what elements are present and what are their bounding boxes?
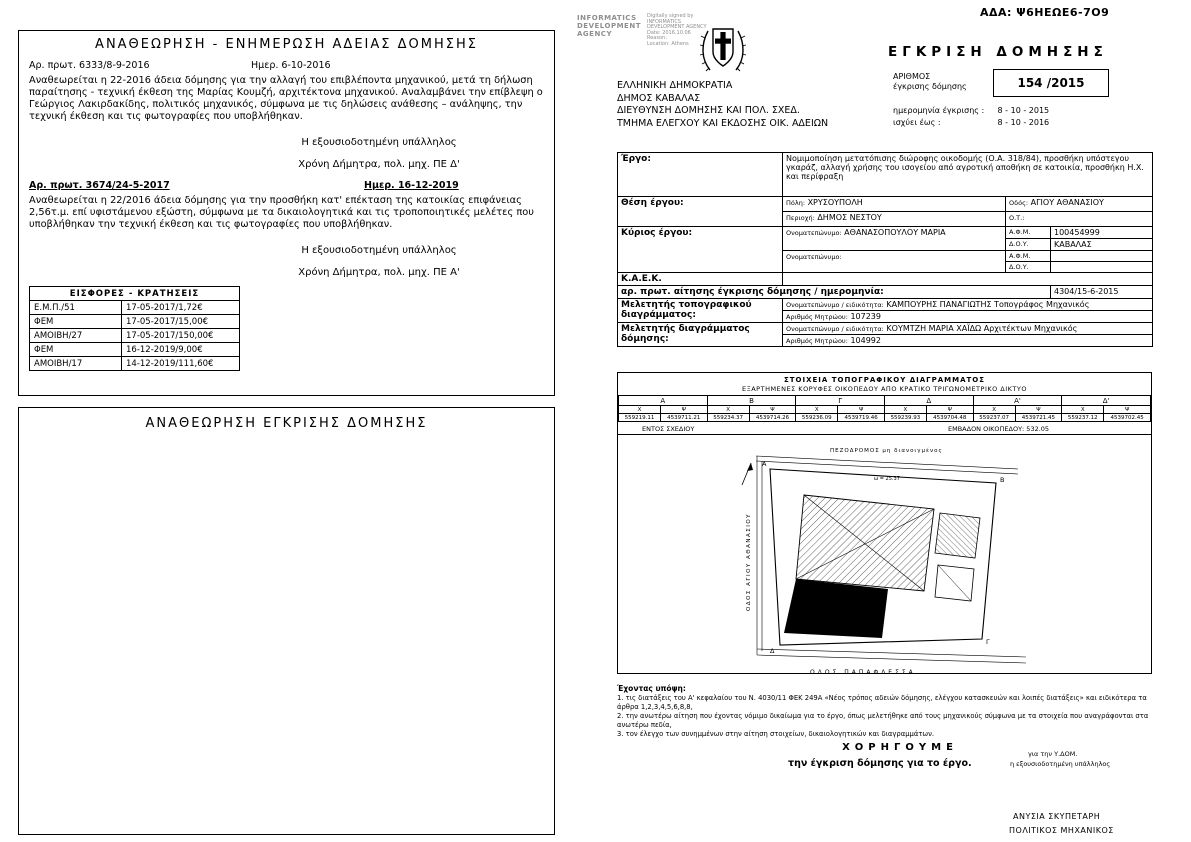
fees-table-header-row	[30, 287, 240, 301]
name-spec-label: Ονοματεπώνυμο / ειδικότητα:	[786, 325, 884, 333]
area-value: ΔΗΜΟΣ ΝΕΣΤΟΥ	[817, 213, 882, 222]
ada-code: ΑΔΑ: Ψ6ΗΕΩΕ6-7Ο9	[980, 6, 1110, 19]
top-dimension-label: ω = 25.37	[874, 476, 900, 482]
vertex-x: 559237.07	[973, 414, 1015, 422]
vertex-x: 559239.93	[884, 414, 926, 422]
registry-label: Αριθμός Μητρώου:	[786, 313, 848, 321]
authority-line: ΕΛΛΗΝΙΚΗ ΔΗΜΟΚΡΑΤΙΑ	[617, 80, 733, 91]
table-row	[618, 273, 1153, 286]
vertex-y: 4539714.26	[749, 414, 796, 422]
considering-block	[617, 684, 1154, 739]
fees-deductions-table	[29, 286, 240, 371]
approval-number-label-line2: έγκρισης δόμησης	[893, 81, 967, 91]
grant-subheading: την έγκριση δόμησης για το έργο.	[788, 758, 972, 769]
topo-designer-name-cell	[783, 299, 1153, 311]
registry-label: Αριθμός Μητρώου:	[786, 337, 848, 345]
left-street-label: ΟΔΟΣ ΑΓΙΟΥ ΑΘΑΝΑΣΙΟΥ	[746, 512, 752, 611]
plan-designer-label: Μελετητής διαγράμματος δόμησης:	[618, 323, 783, 347]
vertex-x: 559237.12	[1062, 414, 1104, 422]
considering-item: 3. τον έλεγχο των συνημμένων στην αίτηση στοιχείων, δικαιολογητικών και διαγραμμάτων.	[617, 730, 935, 739]
document-title: ΕΓΚΡΙΣΗ ΔΟΜΗΣΗΣ	[888, 44, 1108, 60]
area-cell	[783, 212, 1006, 227]
signer-name: ΑΝΥΣΙΑ ΣΚΥΠΕΤΑΡΗ	[1013, 812, 1101, 821]
doy2-label: Δ.Ο.Υ.	[1006, 262, 1051, 273]
stamp-detail-line: INFORMATICS	[646, 18, 682, 25]
vertex-name: Α	[619, 396, 708, 406]
valid-until-value: 8 - 10 - 2016	[997, 118, 1050, 127]
project-label: Έργο:	[618, 153, 783, 197]
vertex-y: 4539719.46	[838, 414, 885, 422]
revision-update-box	[18, 30, 555, 396]
topo-designer-name: ΚΑΜΠΟΥΡΗΣ ΠΑΝΑΓΙΩΤΗΣ Τοπογράφος Μηχανικός	[886, 300, 1090, 309]
plan-designer-name: ΚΟΥΜΤΖΗ ΜΑΡΙΑ ΧΑΪΔΩ Αρχιτέκτων Μηχανικός	[886, 324, 1078, 333]
table-row	[618, 323, 1153, 335]
stamp-detail-line: Reason:	[646, 35, 667, 42]
ot-label: Ο.Τ.:	[1009, 214, 1025, 222]
doy2-value	[1051, 262, 1153, 273]
y-axis-label: Ψ	[1104, 406, 1151, 414]
diagonal-line	[938, 565, 971, 601]
topographic-diagram-box	[617, 372, 1152, 674]
entry1-signature-name: Χρόνη Δήμητρα, πολ. μηχ. ΠΕ Δ'	[298, 159, 460, 170]
vertex-x: 559236.09	[796, 414, 838, 422]
top-street-label: ΠΕΖΟΔΡΟΜΟΣ μη διανοιγμένος	[830, 448, 943, 454]
stamp-name-line: DEVELOPMENT	[577, 22, 641, 30]
topo-header-1: ΣΤΟΙΧΕΙΑ ΤΟΠΟΓΡΑΦΙΚΟΥ ΔΙΑΓΡΑΜΜΑΤΟΣ	[783, 376, 986, 384]
signer-title: ΠΟΛΙΤΙΚΟΣ ΜΗΧΑΝΙΚΟΣ	[1009, 826, 1114, 835]
fee-value: 14-12-2019/111,60€	[122, 357, 240, 371]
stamp-detail-line: DEVELOPMENT AGENCY	[646, 24, 707, 31]
north-arrow-icon	[742, 463, 753, 485]
entry1-date: Ημερ. 6-10-2016	[251, 60, 331, 71]
vertex-name: Α'	[973, 396, 1062, 406]
table-row	[30, 357, 240, 371]
entry2-body-text: Αναθεωρείται η 22/2016 άδεια δόμησης για την προσθήκη κατ' επέκταση της κατοικίας επιφάνειας 2,56τ.μ. επί υφιστάμενου εξώστη, σύμφωνα με τα δικαιολογητικά και τις τροποποιητικές μελέτες που υποβλήθηκαν την τεχνική έκθεση και τις φωτογραφίες που υποβλήθηκαν.	[29, 195, 534, 230]
approval-revision-box	[18, 407, 555, 835]
y-axis-label: Ψ	[926, 406, 973, 414]
y-axis-label: Ψ	[749, 406, 796, 414]
approval-revision-title: ΑΝΑΘΕΩΡΗΣΗ ΕΓΚΡΙΣΗΣ ΔΟΜΗΣΗΣ	[145, 416, 428, 431]
street-label: Οδός:	[1009, 199, 1029, 207]
coord-axis-row	[619, 406, 1151, 414]
entry2-signature-name: Χρόνη Δήμητρα, πολ. μηχ. ΠΕ Α'	[298, 267, 460, 278]
site-plan-drawing	[726, 441, 1038, 677]
topo-designer-reg-cell	[783, 311, 1153, 323]
vertex-name: Δ'	[1062, 396, 1151, 406]
plot-area-label: ΕΜΒΑΔΟΝ ΟΙΚΟΠΕΔΟΥ: 532.05	[948, 425, 1050, 433]
owner2-name-cell	[783, 251, 1006, 273]
stamp-name-line: INFORMATICS	[577, 14, 637, 22]
coord-values-row	[619, 414, 1151, 422]
table-row	[618, 227, 1153, 239]
vertex-label: Δ	[770, 647, 775, 655]
outbuilding-hatched	[935, 513, 980, 558]
coordinates-table	[618, 395, 1151, 422]
x-axis-label: Χ	[707, 406, 749, 414]
fee-kind: ΑΜΟΙΒΗ/27	[30, 329, 122, 343]
street-cell	[1006, 197, 1153, 212]
application-value: 4304/15-6-2015	[1051, 286, 1153, 299]
topo-designer-registry: 107239	[850, 312, 881, 321]
owner-label: Κύριος έργου:	[618, 227, 783, 273]
entry2-date: Ημερ. 16-12-2019	[364, 180, 459, 191]
fee-value: 16-12-2019/9,00€	[122, 343, 240, 357]
entry2-protocol-number: Αρ. πρωτ. 3674/24-5-2017	[29, 180, 170, 191]
owner-name-label: Ονοματεπώνυμο:	[786, 229, 842, 237]
plan-designer-reg-cell	[783, 335, 1153, 347]
location-label: Θέση έργου:	[618, 197, 783, 227]
fee-value: 17-05-2017/15,00€	[122, 315, 240, 329]
x-axis-label: Χ	[796, 406, 838, 414]
grant-heading: ΧΟΡΗΓΟΥΜΕ	[842, 742, 958, 753]
table-row	[618, 299, 1153, 311]
for-ydom-label: για την Υ.ΔΟΜ.	[1028, 750, 1078, 758]
fee-kind: Ε.Μ.Π./51	[30, 301, 122, 315]
area-label: Περιοχή:	[786, 214, 815, 222]
valid-until-label: ισχύει έως :	[893, 118, 941, 127]
approval-date-value: 8 - 10 - 2015	[997, 106, 1050, 115]
valid-until-row	[893, 118, 1049, 127]
vertex-label: Α	[762, 460, 767, 468]
vertex-y: 4539704.48	[926, 414, 973, 422]
street-value: ΑΓΙΟΥ ΑΘΑΝΑΣΙΟΥ	[1030, 198, 1104, 207]
bottom-street-label: ΟΔΟΣ ΠΑΠΑΦΛΕΣΣΑ	[810, 669, 916, 676]
doy-label: Δ.Ο.Υ.	[1006, 239, 1051, 251]
fee-kind: ΑΜΟΙΒΗ/17	[30, 357, 122, 371]
vertex-x: 559219.11	[619, 414, 661, 422]
y-axis-label: Ψ	[660, 406, 707, 414]
x-axis-label: Χ	[1062, 406, 1104, 414]
ot-cell	[1006, 212, 1153, 227]
approval-date-label: ημερομηνία έγκρισης :	[893, 106, 985, 115]
city-label: Πόλη:	[786, 199, 806, 207]
city-value: ΧΡΥΣΟΥΠΟΛΗ	[807, 198, 863, 207]
stamp-detail-line: Location: Athens	[646, 40, 689, 47]
plan-status-row	[618, 422, 1151, 435]
fees-table-title: ΕΙΣΦΟΡΕΣ - ΚΡΑΤΗΣΕΙΣ	[30, 287, 240, 301]
kaek-label: Κ.Α.Ε.Κ.	[618, 273, 783, 286]
owner-name-value: ΑΘΑΝΑΣΟΠΟΥΛΟΥ ΜΑΡΙΑ	[844, 228, 946, 237]
vertex-y: 4539711.21	[660, 414, 707, 422]
entry2-signature-role: Η εξουσιοδοτημένη υπάλληλος	[301, 245, 457, 256]
fee-value: 17-05-2017/150,00€	[122, 329, 240, 343]
authorized-employee-label: η εξουσιοδοτημένη υπάλληλος	[1010, 760, 1111, 768]
permit-details-table	[617, 152, 1153, 347]
fee-kind: ΦΕΜ	[30, 343, 122, 357]
project-description-text: Νομιμοποίηση μετατόπισης διώροφης οικοδομής (Ο.Α. 318/84), προσθήκη υπόστεγου γκαράζ, αλλαγή χρήσης του ισογείου από αγροτική αποθήκη σε κατοικία, προσθήκη Η.Χ. και περίφραξη	[786, 154, 1144, 181]
entos-sxediou-label: ΕΝΤΟΣ ΣΧΕΔΙΟΥ	[642, 425, 695, 433]
y-axis-label: Ψ	[1015, 406, 1062, 414]
city-cell	[783, 197, 1006, 212]
vertex-x: 559234.37	[707, 414, 749, 422]
y-axis-label: Ψ	[838, 406, 885, 414]
stamp-name-line: AGENCY	[577, 30, 613, 38]
stamp-detail-line: Date: 2016.10.06	[646, 29, 691, 36]
building-hatched	[796, 495, 934, 591]
revision-entry2-header	[29, 180, 544, 192]
topo-header-2: ΕΞΑΡΤΗΜΕΝΕΣ ΚΟΡΥΦΕΣ ΟΙΚΟΠΕΔΟΥ ΑΠΟ ΚΡΑΤΙΚΟ ΤΡΙΓΩΝΟΜΕΤΡΙΚΟ ΔΙΚΤΥΟ	[742, 385, 1027, 393]
vertex-name: Δ	[884, 396, 973, 406]
vertex-y: 4539702.45	[1104, 414, 1151, 422]
afm-label: Α.Φ.Μ.	[1006, 227, 1051, 239]
application-label: αρ. πρωτ. αίτησης έγκρισης δόμησης / ημερομηνία:	[618, 286, 1051, 299]
table-row	[30, 329, 240, 343]
authority-line: ΔΗΜΟΣ ΚΑΒΑΛΑΣ	[617, 92, 701, 104]
afm2-label: Α.Φ.Μ.	[1006, 251, 1051, 262]
vertex-name: Γ	[796, 396, 885, 406]
considering-title: Έχοντας υπόψη:	[617, 684, 686, 693]
plan-designer-registry: 104992	[850, 336, 881, 345]
table-row	[618, 153, 1153, 197]
x-axis-label: Χ	[884, 406, 926, 414]
doy-value: ΚΑΒΑΛΑΣ	[1051, 239, 1153, 251]
entry1-signature-role: Η εξουσιοδοτημένη υπάλληλος	[301, 137, 457, 148]
owner-name-cell	[783, 227, 1006, 251]
authority-line: ΔΙΕΥΘΥΝΣΗ ΔΟΜΗΣΗΣ ΚΑΙ ΠΟΛ. ΣΧΕΔ.	[617, 105, 800, 116]
revision-box-title: ΑΝΑΘΕΩΡΗΣΗ - ΕΝΗΜΕΡΩΣΗ ΑΔΕΙΑΣ ΔΟΜΗΣΗΣ	[95, 37, 478, 52]
considering-item: 1. τις διατάξεις του Α' κεφαλαίου του Ν. 4030/11 ΦΕΚ 249Α «Νέος τρόπος αδειών δόμησης, ελέγχου κατασκευών και λοιπές διατάξεις» και ειδικότερα τα άρθρα 1,2,3,4,5,6,8,8,	[617, 694, 1147, 711]
vertex-label: Γ	[986, 638, 990, 646]
x-axis-label: Χ	[973, 406, 1015, 414]
approval-number-label	[893, 72, 967, 91]
topo-designer-label: Μελετητής τοπογραφικού διαγράμματος:	[618, 299, 783, 323]
approval-number-value: 154 /2015	[993, 69, 1109, 97]
afm2-value	[1051, 251, 1153, 262]
stamp-detail-line: Digitally signed by	[646, 13, 694, 19]
approval-number-label-line1: ΑΡΙΘΜΟΣ	[893, 72, 931, 81]
owner2-name-label: Ονοματεπώνυμο:	[786, 253, 842, 261]
site-plan	[726, 441, 1151, 681]
table-row	[30, 301, 240, 315]
entry1-protocol-number: Αρ. πρωτ. 6333/8-9-2016	[29, 60, 150, 71]
coord-letters-row	[619, 396, 1151, 406]
building-solid	[784, 579, 888, 638]
greek-state-emblem-icon	[699, 24, 747, 80]
considering-item: 2. την ανωτέρω αίτηση που έχοντας νόμιμο δικαίωμα για το έργο, όπως μελετήθηκε από τους μηχανικούς σύμφωνα με τα στοιχεία που αναγράφονται στα ανωτέρω πεδία,	[617, 712, 1149, 729]
vertex-name: Β	[707, 396, 796, 406]
project-description	[783, 153, 1153, 197]
plan-designer-name-cell	[783, 323, 1153, 335]
stamp-signer-name	[577, 14, 641, 48]
fee-value: 17-05-2017/1,72€	[122, 301, 240, 315]
approval-date-row	[893, 106, 1049, 115]
fee-kind: ΦΕΜ	[30, 315, 122, 329]
kaek-value	[783, 273, 1153, 286]
name-spec-label: Ονοματεπώνυμο / ειδικότητα:	[786, 301, 884, 309]
vertex-label: Β	[1000, 476, 1005, 484]
table-row	[30, 343, 240, 357]
table-row	[618, 286, 1153, 299]
vertex-y: 4539721.45	[1015, 414, 1062, 422]
table-row	[30, 315, 240, 329]
issuing-authority-block	[617, 80, 828, 130]
afm-value: 100454999	[1051, 227, 1153, 239]
x-axis-label: Χ	[619, 406, 661, 414]
entry1-body-text: Αναθεωρείται η 22-2016 άδεια δόμησης για την αλλαγή του επιβλέποντα μηχανικού, μετά τη δήλωση παραίτησης - τεχνική έκθεση της Μαρίας Κουμζή, αρχιτέκτονα μηχανικού. Αναλαμβάνει την επίβλεψη ο Γεώργιος Λακιρδακίδης, πολιτικός μηχανικός, σύμφωνα με τις δηλώσεις ανάθεσης – ανάληψης, την τεχνική έκθεση και τις φωτογραφίες που υποβλήθηκαν.	[29, 75, 543, 122]
revision-entry1-header	[29, 60, 544, 72]
authority-line: ΤΜΗΜΑ ΕΛΕΓΧΟΥ ΚΑΙ ΕΚΔΟΣΗΣ ΟΙΚ. ΑΔΕΙΩΝ	[617, 117, 829, 129]
table-row	[618, 197, 1153, 212]
